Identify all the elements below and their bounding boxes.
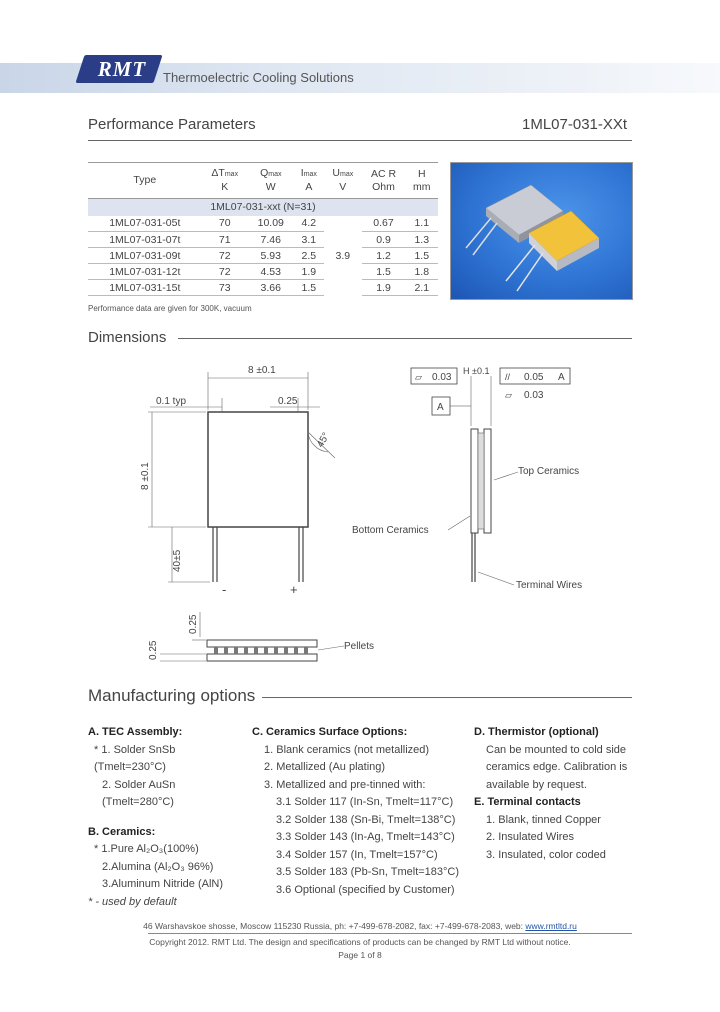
product-photo bbox=[450, 162, 633, 300]
offset-right-label: 0.25 bbox=[278, 396, 298, 407]
table-row: 1ML07-031-07t 71 7.46 3.1 0.9 1.3 bbox=[88, 232, 438, 248]
model-number: 1ML07-031-XXt bbox=[522, 116, 628, 133]
footer-address: 46 Warshavskoe shosse, Moscow 115230 Russia, ph: +7-499-678-2082, fax: +7-499-678-2083, web: www.rmtltd.ru bbox=[143, 921, 577, 931]
manufacturing-title: Manufacturing options bbox=[88, 686, 256, 705]
tagline: Thermoelectric Cooling Solutions bbox=[163, 70, 354, 85]
divider bbox=[178, 338, 632, 339]
dimensions-title: Dimensions bbox=[88, 329, 167, 346]
table-row: 1ML07-031-09t 72 5.93 2.5 1.2 1.5 bbox=[88, 248, 438, 264]
terminal-wires-label: Terminal Wires bbox=[516, 580, 583, 591]
dimensions-drawing bbox=[0, 350, 720, 680]
table-row: 1ML07-031-12t 72 4.53 1.9 1.5 1.8 bbox=[88, 264, 438, 280]
module-front-view bbox=[208, 412, 308, 527]
mfg-col-assembly-ceramics: A. TEC Assembly: * 1. Solder SnSb (Tmelt=230°C) 2. Solder AuSn (Tmelt=280°C) B. Ceramics: * 1.Pure Al₂O₃(100%) 2.Alumina (Al₂O₃ 96%) 3.Aluminum Nitride (AlN) * - used by default bbox=[88, 726, 224, 908]
pellets-label: Pellets bbox=[344, 641, 375, 652]
flatness2-value: 0.03 bbox=[524, 390, 544, 401]
svg-text:⏥: ⏥ bbox=[415, 372, 422, 382]
col-umax: Umax V bbox=[332, 167, 354, 193]
bottom-ceramic-side bbox=[471, 429, 478, 533]
parallel-value: 0.05 bbox=[524, 372, 544, 383]
mfg-col-surface: C. Ceramics Surface Options: 1. Blank ceramics (not metallized) 2. Metallized (Au plating) 3. Metallized and pre-tinned with: 3.1 Solder 117 (In-Sn, Tmelt=117°C) 3.2 Solder 138 (Sn-Bi, Tmelt=138°C) 3.3 Solder 143 (In-Ag, Tmelt=143°C) 3.4 Solder 157 (In, Tmelt=157°C) 3.5 Solder 183 (Pb-Sn, Tmelt=183°C) 3.6 Optional (specified by Customer) bbox=[252, 726, 460, 896]
col-dtmax: ΔTmax K bbox=[211, 167, 239, 193]
col-type: Type bbox=[133, 174, 157, 186]
datum-label: A bbox=[437, 402, 444, 413]
performance-title: Performance Parameters bbox=[88, 116, 256, 133]
dim-025b: 0.25 bbox=[148, 640, 159, 660]
bottom-ceramics-label: Bottom Ceramics bbox=[352, 525, 429, 536]
side-h-label: H ±0.1 bbox=[463, 366, 490, 376]
col-imax: Imax A bbox=[300, 167, 317, 193]
performance-note: Performance data are given for 300K, vacuum bbox=[88, 304, 252, 313]
footer-divider bbox=[148, 933, 632, 934]
logo-text: RMT bbox=[97, 57, 147, 81]
angle-label: 45° bbox=[315, 430, 333, 450]
performance-table bbox=[88, 162, 438, 296]
col-h: H mm bbox=[412, 167, 431, 193]
top-ceramics-label: Top Ceramics bbox=[518, 466, 580, 477]
divider bbox=[262, 697, 632, 698]
width-label: 8 ±0.1 bbox=[248, 365, 276, 376]
plus-label: + bbox=[290, 582, 298, 597]
footer-web-link[interactable]: www.rmtltd.ru bbox=[525, 921, 577, 931]
table-row: 1ML07-031-05t 70 10.09 4.2 3.9 0.67 1.1 bbox=[88, 216, 438, 232]
tec-modules-illustration bbox=[451, 163, 633, 300]
col-qmax: Qmax W bbox=[260, 167, 282, 193]
mfg-col-thermistor-terminals: D. Thermistor (optional) Can be mounted to cold side ceramics edge. Calibration is available by request. E. Terminal contacts 1. Blank, tinned Copper 2. Insulated Wires 3. Insulated, color coded bbox=[474, 726, 628, 861]
col-acr: AC R Ohm bbox=[370, 167, 397, 193]
flatness-value: 0.03 bbox=[432, 372, 452, 383]
table-row: 1ML07-031-15t 73 3.66 1.5 1.9 2.1 bbox=[88, 280, 438, 296]
dim-025a: 0.25 bbox=[188, 614, 199, 634]
footer-page: Page 1 of 8 bbox=[338, 950, 382, 960]
family-row: 1ML07-031-xxt (N=31) bbox=[88, 199, 438, 216]
height-label: 8 ±0.1 bbox=[140, 462, 151, 490]
cross-top-plate bbox=[207, 640, 317, 647]
cross-bottom-plate bbox=[207, 654, 317, 661]
parallel-ref: A bbox=[558, 372, 565, 383]
wire-length-label: 40±5 bbox=[172, 549, 183, 572]
table-header bbox=[88, 163, 438, 199]
svg-text:⏥: ⏥ bbox=[505, 390, 512, 400]
offset-left-label: 0.1 typ bbox=[156, 396, 187, 407]
divider bbox=[88, 140, 632, 141]
svg-text://: // bbox=[505, 372, 511, 382]
minus-label: - bbox=[222, 582, 227, 597]
top-ceramic-side bbox=[484, 429, 491, 533]
umax-shared: 3.9 bbox=[335, 249, 351, 262]
footer-copyright: Copyright 2012. RMT Ltd. The design and specifications of products can be changed by RMT Ltd without notice. bbox=[149, 937, 571, 947]
